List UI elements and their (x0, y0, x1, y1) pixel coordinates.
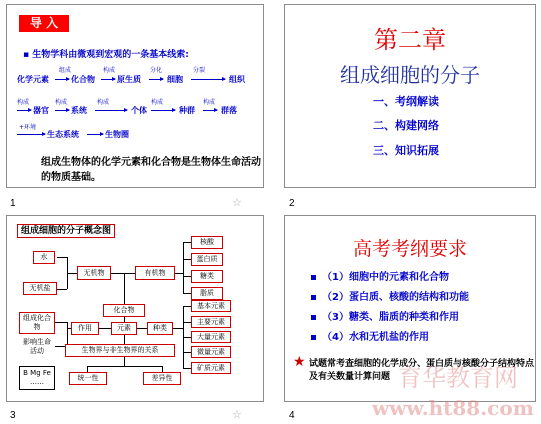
bullet-icon (311, 335, 316, 340)
star-icon[interactable]: ☆ (232, 196, 242, 209)
connector (67, 322, 68, 346)
concept-box-sugar: 糖类 (191, 270, 223, 283)
connector (124, 273, 125, 305)
flow-label: 构成 (203, 99, 216, 106)
concept-box-main: 主要元素 (191, 316, 231, 328)
concept-box-relation: 生物界与非生物界的关系 (65, 344, 175, 357)
flow-arrow (151, 110, 175, 111)
slide-2-item: 一、考纲解读 (373, 95, 439, 108)
concept-box-protein: 蛋白质 (191, 253, 223, 266)
slide-3[interactable] (6, 215, 264, 402)
slide-1[interactable] (6, 4, 264, 188)
slide-2-chapter: 第二章 (374, 26, 446, 54)
flow-node: 化学元素 (17, 75, 49, 84)
concept-box-inorganic: 无机物 (77, 266, 111, 280)
concept-box-water: 水 (33, 251, 55, 264)
connector (67, 273, 77, 274)
flow-arrow (95, 110, 127, 111)
flow-node: 生物圈 (105, 130, 129, 139)
flow-label: 构成 (55, 99, 68, 106)
slide-3-title: 组成细胞的分子概念图 (17, 224, 115, 238)
connector (183, 352, 191, 353)
connector (183, 259, 191, 260)
flow-arrow (55, 79, 69, 80)
connector (57, 257, 67, 258)
flow-label: 分裂 (193, 67, 206, 74)
connector (57, 289, 67, 290)
connector (175, 273, 183, 274)
flow-arrow (55, 110, 69, 111)
slide-1-summary: 组成生物体的化学元素和化合物是生物体生命活动的物质基础。 (41, 157, 261, 183)
concept-box-major: 大量元素 (191, 331, 231, 343)
flow-node: 组织 (229, 75, 245, 84)
connector (183, 242, 191, 243)
connector (183, 306, 191, 307)
flow-label: 组成 (59, 67, 72, 74)
concept-box-compound: 化合物 (103, 304, 145, 317)
slide-4-item: （1）细胞中的元素和化合物 (311, 268, 449, 283)
slide-1-title: 导 入 (19, 15, 69, 32)
concept-box-unity: 统一性 (69, 372, 107, 385)
connector (183, 368, 191, 369)
flow-arrow (101, 79, 115, 80)
star-icon[interactable]: ☆ (232, 408, 242, 421)
concept-box-trace-list: B Mg Fe …… (19, 366, 55, 390)
connector (53, 322, 67, 323)
concept-box-life-activity: 影响生命活动 (19, 337, 55, 357)
flow-label: 构成 (103, 67, 116, 74)
bullet-icon (311, 275, 316, 280)
flow-node: 化合物 (71, 75, 95, 84)
flow-arrow (149, 79, 163, 80)
concept-box-nucleic: 核酸 (191, 236, 223, 249)
slide-2-item: 三、知识拓展 (373, 144, 439, 157)
bullet-icon (311, 315, 316, 320)
flow-arrow (87, 134, 103, 135)
flow-node: 生态系统 (47, 130, 79, 139)
concept-box-kind: 种类 (147, 322, 173, 335)
connector (183, 242, 184, 294)
concept-box-composition: 组成化合物 (19, 312, 55, 334)
slide-4-title: 高考考纲要求 (352, 238, 467, 260)
connector (183, 293, 191, 294)
slide-2-item: 二、构建网络 (373, 119, 439, 132)
flow-arrow (17, 134, 45, 135)
flow-node: 细胞 (167, 75, 183, 84)
star-icon: ★ (293, 354, 306, 370)
connector (110, 273, 135, 274)
concept-box-function: 作用 (71, 322, 99, 335)
slide-number: 4 (289, 410, 295, 421)
concept-box-organic: 有机物 (135, 266, 175, 280)
concept-box-inorganic-salt: 无机盐 (23, 282, 57, 295)
connector (183, 337, 191, 338)
concept-box-lipid: 脂质 (191, 287, 223, 300)
connector (183, 276, 191, 277)
connector (87, 366, 162, 367)
flow-arrow (203, 110, 217, 111)
concept-box-element: 元素 (111, 322, 137, 335)
slide-number: 2 (289, 198, 295, 209)
slide-4-item: （2）蛋白质、核酸的结构和功能 (311, 288, 469, 303)
connector (124, 356, 125, 366)
flow-node: 群落 (221, 106, 237, 115)
watermark-brand: 育华教育网 (398, 364, 518, 392)
slide-number: 3 (10, 410, 16, 421)
flow-node: 器官 (33, 106, 49, 115)
concept-box-mineral: 矿质元素 (191, 362, 231, 374)
flow-label: +环境 (19, 124, 37, 131)
flow-arrow (191, 79, 225, 80)
concept-box-trace: 微量元素 (191, 346, 231, 358)
slide-1-heading: ▪ 生物学科由微观到宏观的一条基本线索: (23, 50, 189, 60)
concept-box-difference: 差异性 (143, 372, 181, 385)
flow-node: 种群 (179, 106, 195, 115)
connector (183, 322, 191, 323)
bullet-icon (311, 295, 316, 300)
slide-4-note: ★ 试题常考查细胞的化学成分、蛋白质与核酸分子结构特点及有关数量计算问题 (293, 354, 535, 382)
connector (173, 328, 183, 329)
flow-arrow (17, 110, 31, 111)
slide-number: 1 (10, 198, 16, 209)
watermark-url: www.ht88.com (372, 396, 534, 420)
slide-4-item: （4）水和无机盐的作用 (311, 328, 429, 343)
flow-node: 原生质 (117, 75, 141, 84)
flow-label: 分化 (150, 67, 163, 74)
flow-label: 构成 (151, 99, 164, 106)
flow-label: 构成 (97, 99, 110, 106)
flow-node: 系统 (71, 106, 87, 115)
slide-2-title: 组成细胞的分子 (340, 63, 480, 87)
flow-node: 个体 (131, 106, 147, 115)
concept-box-basic: 基本元素 (191, 300, 231, 312)
slide-4-item: （3）糖类、脂质的种类和作用 (311, 308, 459, 323)
flow-label: 构成 (17, 99, 30, 106)
slide-2[interactable] (284, 4, 536, 188)
